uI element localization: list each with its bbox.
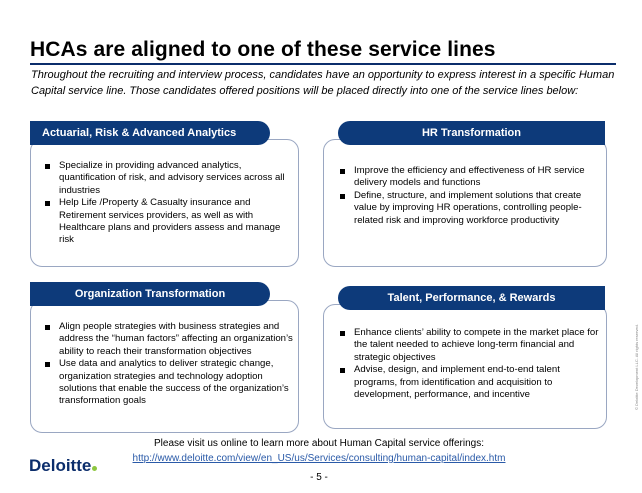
title-divider: [30, 63, 616, 65]
page-number: - 5 -: [310, 472, 328, 483]
bullet-item: Define, structure, and implement solutions that create value by improving HR operations, controlling people-related risk and improving workforce productivity: [338, 190, 600, 227]
bullet-item: Improve the efficiency and effectiveness of HR service delivery models and functions: [338, 165, 600, 190]
bullet-list: [338, 327, 600, 401]
bullet-item: Align people strategies with business strategies and address the “human factors” affecting an organization’s ability to reach their transformation objectives: [43, 321, 295, 358]
card-heading-talent-performance-rewards: Talent, Performance, & Rewards: [338, 286, 605, 310]
bullet-item: Advise, design, and implement end-to-end talent programs, from identification and acquisition to development, performance, and incentive: [338, 364, 600, 401]
service-card-hr-transformation: [323, 139, 607, 267]
intro-text: Throughout the recruiting and interview process, candidates have an opportunity to express interest in a specific Human Capital service line. Those candidates offered positions will be placed directly into one of the service lines below:: [31, 69, 615, 97]
bullet-item: Specialize in providing advanced analytics, quantification of risk, and advisory services across all industries: [43, 160, 295, 197]
bullet-list: [43, 321, 295, 408]
page-title: HCAs are aligned to one of these service lines: [30, 38, 496, 61]
logo-dot-icon: [92, 466, 97, 471]
bullet-item: Help Life /Property & Casualty insurance and Retirement services providers, as well as with Healthcare plans and providers assess and manage risk: [43, 197, 295, 247]
card-heading-hr-transformation: HR Transformation: [338, 121, 605, 145]
footer-link[interactable]: http://www.deloitte.com/view/en_US/us/Services/consulting/human-capital/index.htm: [132, 453, 506, 464]
copyright-vertical-text: © Deloitte Development LLC. All rights reserved.: [634, 324, 639, 410]
bullet-list: [43, 160, 295, 247]
service-card-organization-transformation: [30, 300, 299, 433]
logo-text: Deloitte: [29, 456, 92, 475]
bullet-item: Use data and analytics to deliver strategic change, organization strategies and technology adoption solutions that enable the success of the organization’s transformation goals: [43, 358, 295, 408]
bullet-item: Enhance clients’ ability to compete in the market place for the talent needed to achieve long-term financial and strategic objectives: [338, 327, 600, 364]
card-heading-actuarial: Actuarial, Risk & Advanced Analytics: [30, 121, 270, 145]
footer-visit-text: Please visit us online to learn more about Human Capital service offerings:: [154, 438, 484, 449]
service-card-actuarial: [30, 139, 299, 267]
card-heading-organization-transformation: Organization Transformation: [30, 282, 270, 306]
service-card-talent-performance-rewards: [323, 304, 607, 429]
bullet-list: [338, 165, 600, 227]
